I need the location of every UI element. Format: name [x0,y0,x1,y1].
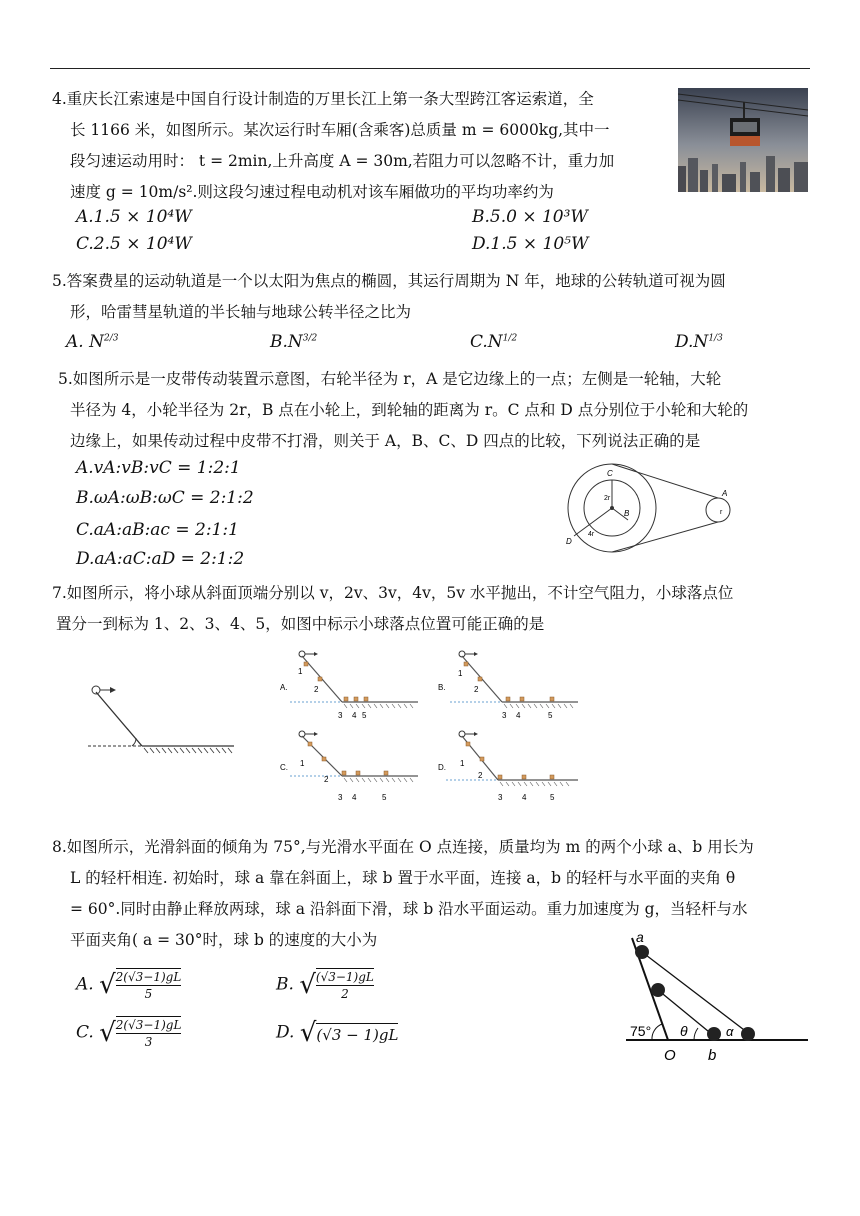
q8-option-d[interactable]: D. √(√3 − 1)gL [276,1018,399,1048]
q8-label-75: 75° [630,1023,652,1039]
question-6 [58,364,818,457]
q8-line4: 平面夹角( a = 30°时，球 b 的速度的大小为 [70,931,378,949]
q7-incline-diagram [84,680,240,760]
q7-line2: 置分一到标为 1、2、3、4、5，如图中标示小球落点位置可能正确的是 [56,615,545,633]
q7-line1: 如图所示，将小球从斜面顶端分别以 v，2v、3v，4v，5v 水平抛出，不计空气阻力，小球落点位 [66,584,734,602]
q4-line4: 速度 g = 10m/s².则这段匀速过程电动机对该车厢做功的平均功率约为 [70,183,554,201]
panel-d-letter: D. [438,763,446,772]
q6-option-b[interactable]: B.ωA:ωB:ωC = 2:1:2 [76,488,254,508]
q7-number: 7. [52,584,67,602]
q4-number: 4. [52,90,67,108]
a-label-2: 2 [314,685,319,694]
belt-pulley-diagram [560,458,750,554]
q5-line1: 答案费星的运动轨道是一个以太阳为焦点的椭圆，其运行周期为 N 年，地球的公转轨道可视为圆 [66,272,726,290]
q4-option-b[interactable]: B.5.0 × 10³W [472,207,588,227]
a-label-4: 4 [352,711,357,720]
q4-option-d[interactable]: D.1.5 × 10⁵W [472,234,589,254]
q4-line1: 重庆长江索速是中国自行设计制造的万里长江上第一条大型跨江客运索道，全 [66,90,594,108]
q4-option-a[interactable]: A.1.5 × 10⁴W [76,207,192,227]
q8-option-c[interactable]: C. √2(√3−1)gL 3 [76,1018,182,1049]
q6-line2: 半径为 4，小轮半径为 2r，B 点在小轮上，到轮轴的距离为 r。C 点和 D 点分别位于小轮和大轮的 [70,401,749,419]
q6-line3: 边缘上，如果传动过程中皮带不打滑，则关于 A，B、C、D 四点的比较，下列说法正确的是 [70,432,701,450]
q6-option-d[interactable]: D.aA:aC:aD = 2:1:2 [76,549,245,569]
c-label-1: 1 [300,759,305,768]
q8-label-a: a [636,929,644,945]
question-4 [52,84,672,208]
panel-b-letter: B. [438,683,446,692]
q8-line3: = 60°.同时由静止释放两球，球 a 沿斜面下滑，球 b 沿水平面运动。重力加速度为 g，当轻杆与水 [70,900,748,918]
panel-a-letter: A. [280,683,288,692]
q8-label-alpha: α [726,1024,734,1039]
q8-option-a[interactable]: A. √2(√3−1)gL 5 [76,970,182,1001]
cable-car-photo [678,88,808,192]
d-label-1: 1 [460,759,465,768]
c-label-3: 3 [338,793,343,802]
a-label-5: 5 [362,711,367,720]
q6-line1: 如图所示是一皮带传动装置示意图，右轮半径为 r，A 是它边缘上的一点；左侧是一轮轴，大轮 [72,370,722,388]
q7-panel-a[interactable] [276,644,426,726]
c-label-5: 5 [382,793,387,802]
q5-option-a[interactable]: A. $N^{2/3}$ [66,332,119,352]
q5-line2: 形，哈雷彗星轨道的半长轴与地球公转半径之比为 [70,303,412,321]
q4-option-c[interactable]: C.2.5 × 10⁴W [76,234,192,254]
q5-option-c[interactable]: $C.N^{1/2}$ [470,332,518,352]
d-label-2: 2 [478,771,483,780]
a-label-3: 3 [338,711,343,720]
q8-line2: L 的轻杆相连. 初始时，球 a 靠在斜面上，球 b 置于水平面，连接 a，b 的轻杆与水平面的夹角 θ [70,869,736,887]
label-4r: 4r [588,531,595,538]
q7-panel-c[interactable] [276,724,426,806]
d-label-5: 5 [550,793,555,802]
label-c: C [607,469,613,478]
q8-option-b[interactable]: B. √(√3−1)gL 2 [276,970,374,1001]
header-rule [50,68,810,69]
c-label-2: 2 [324,775,329,784]
label-2r: 2r [604,495,611,502]
c-label-4: 4 [352,793,357,802]
b-label-5: 5 [548,711,553,720]
question-5 [52,266,812,328]
b-label-1: 1 [458,669,463,678]
label-b: B [624,509,630,518]
q8-rod-diagram [612,928,812,1068]
label-d: D [566,537,572,546]
q7-panel-b[interactable] [436,644,586,726]
d-label-3: 3 [498,793,503,802]
b-label-4: 4 [516,711,521,720]
q6-option-c[interactable]: C.aA:aB:ac = 2:1:1 [76,520,239,540]
b-label-2: 2 [474,685,479,694]
q5-option-b[interactable]: $B.N^{3/2}$ [270,332,318,352]
q5-number: 5. [52,272,67,290]
question-7 [52,578,812,640]
q4-line3: 段匀速运动用时： t = 2min,上升高度 A = 30m,若阻力可以忽略不计，重力加 [70,152,615,170]
d-label-4: 4 [522,793,527,802]
label-r: r [720,509,723,516]
q5-option-d[interactable]: $D.N^{1/3}$ [675,332,723,352]
q8-number: 8. [52,838,67,856]
a-label-1: 1 [298,667,303,676]
q8-label-o: O [664,1047,676,1064]
label-a: A [722,489,728,498]
q8-line1: 如图所示，光滑斜面的倾角为 75°,与光滑水平面在 O 点连接，质量均为 m 的两个小球 a、b 用长为 [66,838,754,856]
panel-c-letter: C. [280,763,288,772]
q8-label-theta: θ [680,1023,688,1039]
b-label-3: 3 [502,711,507,720]
q6-number: 5. [58,370,73,388]
q4-line2: 长 1166 米，如图所示。某次运行时车厢(含乘客)总质量 m = 6000kg,其中一 [70,121,610,139]
q8-label-b: b [708,1047,717,1064]
q7-panel-d[interactable] [436,724,586,806]
q6-option-a[interactable]: A.vA:vB:vC = 1:2:1 [76,458,241,478]
